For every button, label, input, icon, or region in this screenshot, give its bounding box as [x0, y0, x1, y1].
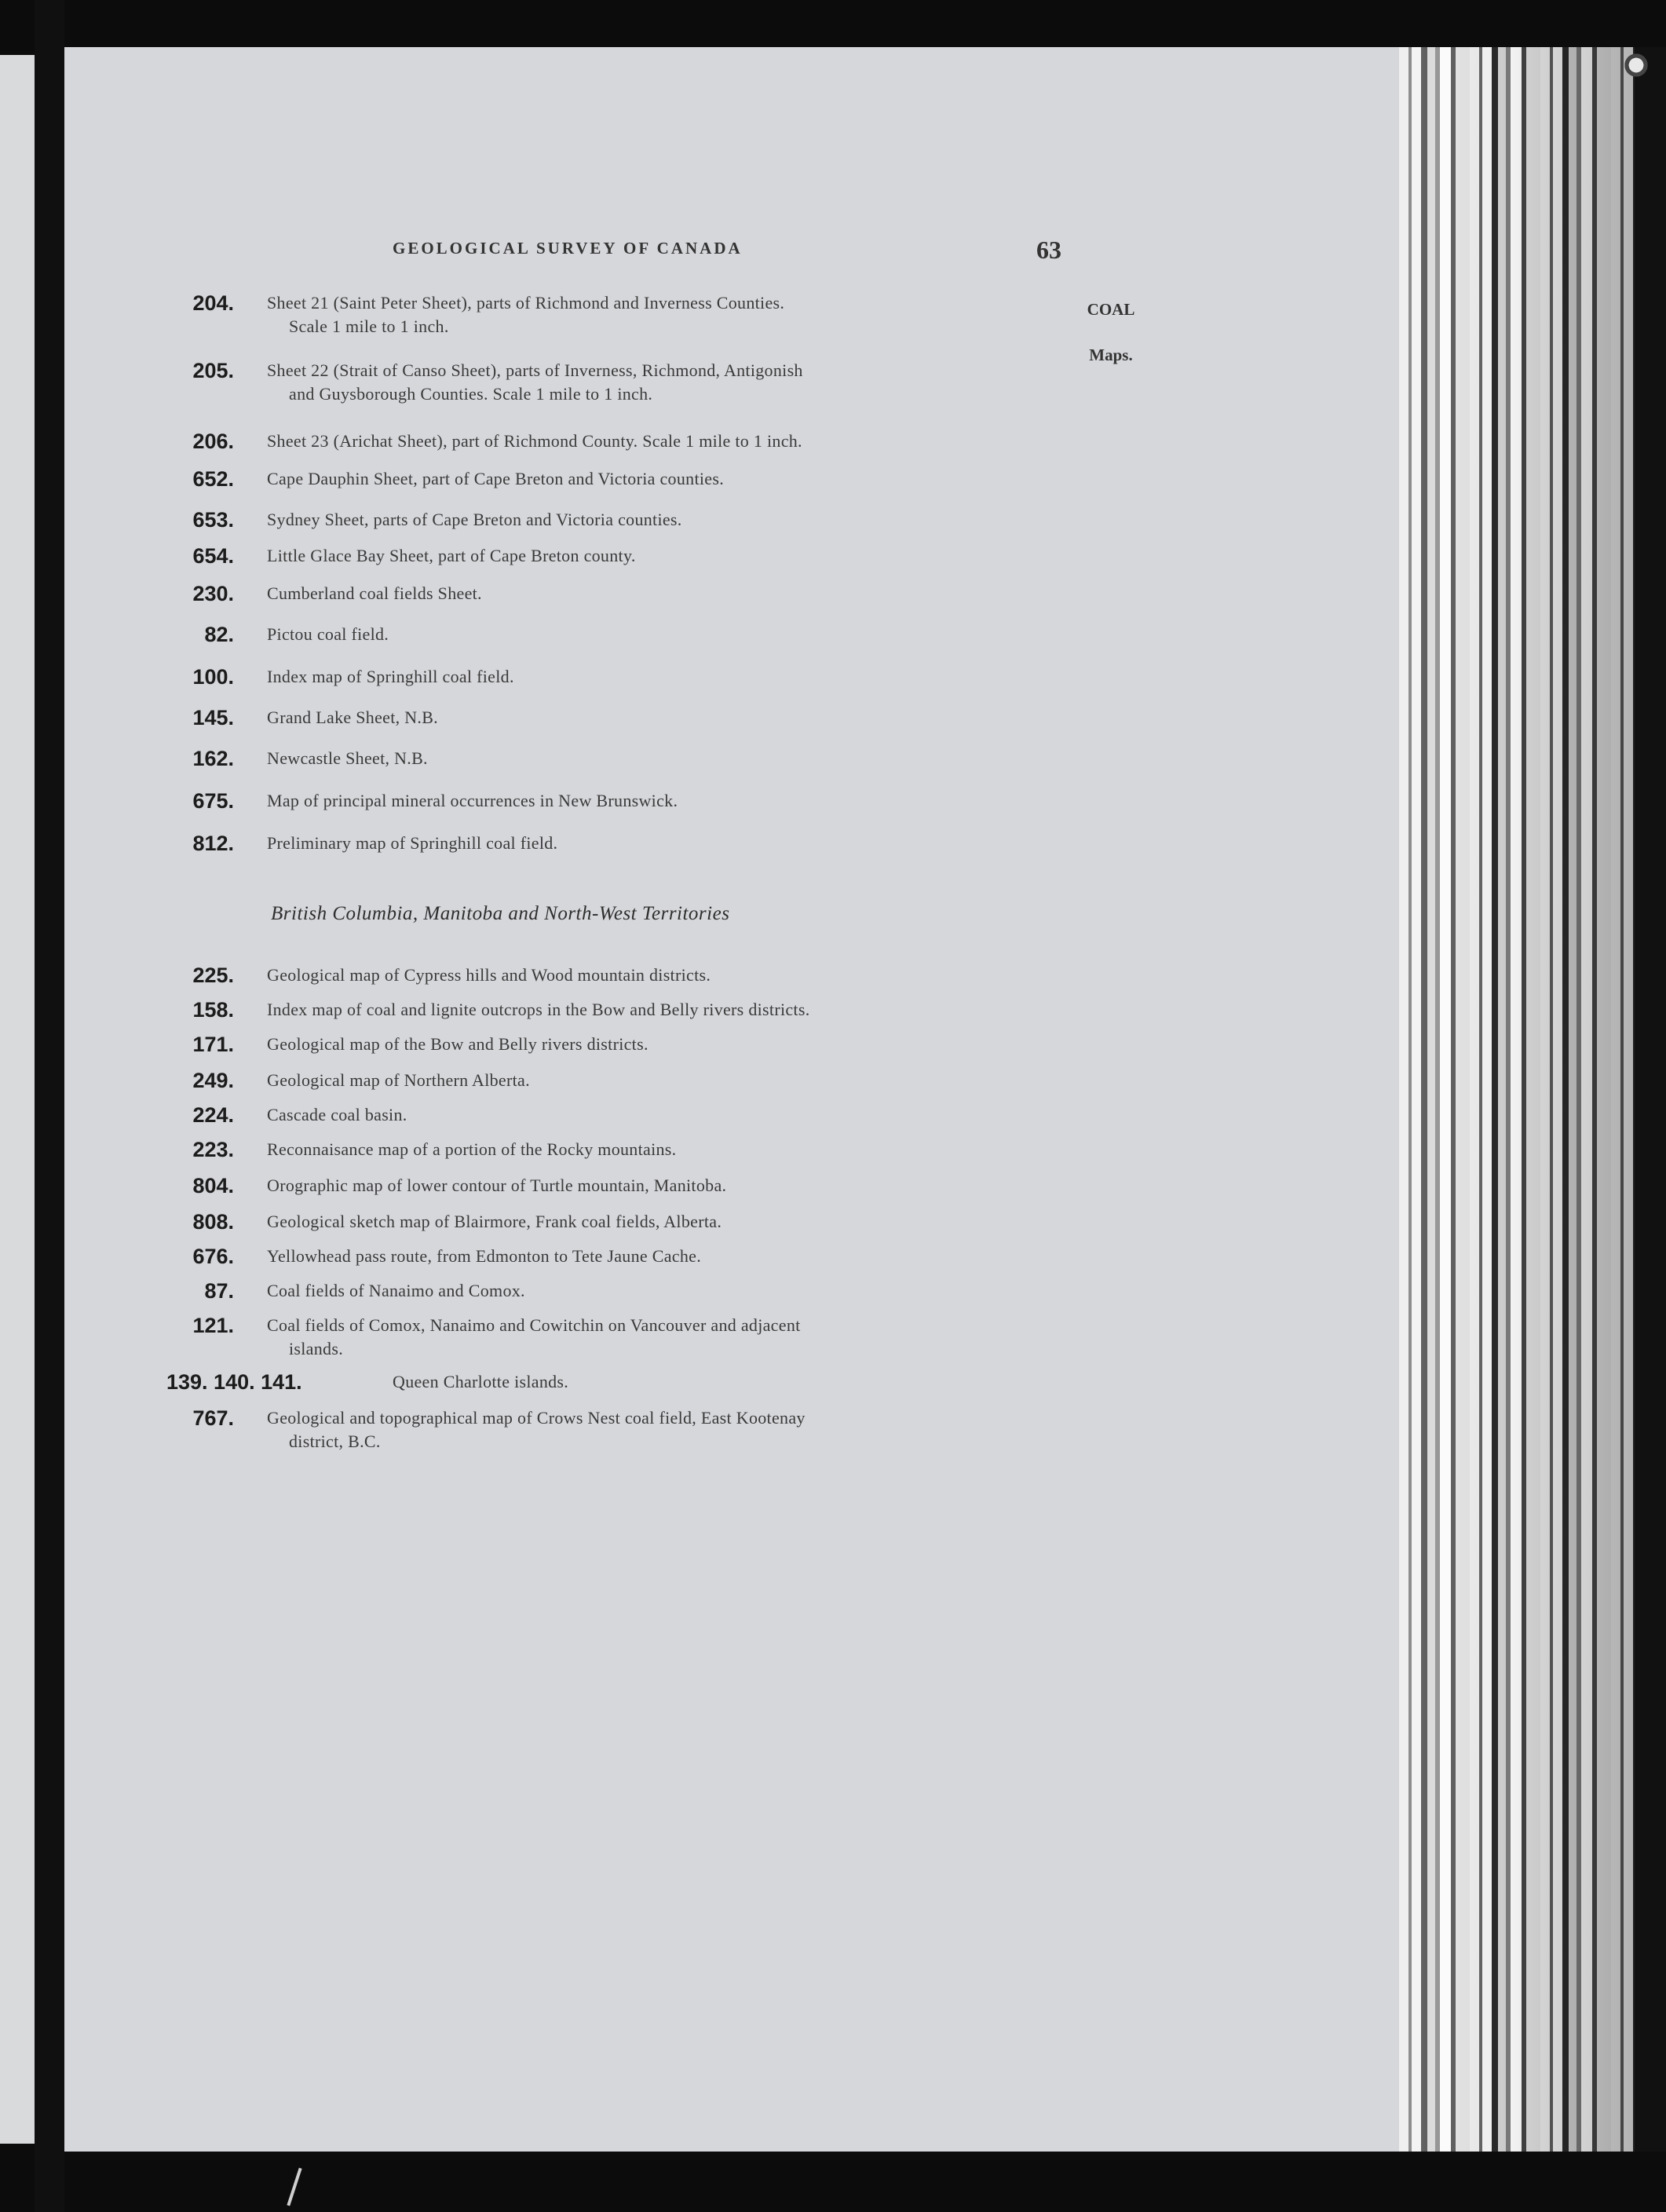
- page-number: 63: [1036, 236, 1061, 264]
- map-description: Sheet 21 (Saint Peter Sheet), parts of Richmond and Inverness Counties.: [267, 293, 785, 313]
- map-description: Newcastle Sheet, N.B.: [267, 748, 428, 768]
- map-number: 230.: [192, 582, 234, 605]
- page-edges-shading: [1399, 47, 1635, 2152]
- scan-border-right: [1635, 47, 1666, 2152]
- map-description: Geological and topographical map of Crows Nest coal field, East Kootenay: [267, 1408, 806, 1428]
- map-description-continued: islands.: [289, 1339, 344, 1358]
- map-description-continued: district, B.C.: [289, 1431, 381, 1451]
- map-number: 652.: [192, 467, 234, 491]
- map-description: Sheet 22 (Strait of Canso Sheet), parts of Inverness, Richmond, Antigonish: [267, 360, 803, 380]
- map-description: Queen Charlotte islands.: [393, 1372, 569, 1391]
- map-number: 82.: [204, 623, 234, 646]
- map-number: 204.: [192, 291, 234, 315]
- map-description: Coal fields of Nanaimo and Comox.: [267, 1281, 525, 1300]
- map-number: 812.: [192, 832, 234, 855]
- map-number: 249.: [192, 1069, 234, 1092]
- map-number: 87.: [204, 1279, 234, 1303]
- map-description: Sheet 23 (Arichat Sheet), part of Richmond County. Scale 1 mile to 1 inch.: [267, 431, 802, 451]
- map-description: Geological map of the Bow and Belly rivers districts.: [267, 1034, 648, 1054]
- running-header: GEOLOGICAL SURVEY OF CANADA: [393, 239, 743, 258]
- map-number: 225.: [192, 963, 234, 987]
- stray-scan-mark: [287, 2168, 301, 2207]
- map-number: 162.: [192, 747, 234, 770]
- map-description-continued: Scale 1 mile to 1 inch.: [289, 316, 449, 336]
- map-description: Geological map of Northern Alberta.: [267, 1070, 530, 1090]
- map-description-continued: and Guysborough Counties. Scale 1 mile to 1 inch.: [289, 384, 653, 404]
- map-description: Cape Dauphin Sheet, part of Cape Breton and Victoria counties.: [267, 469, 724, 488]
- map-description: Geological sketch map of Blairmore, Frank coal fields, Alberta.: [267, 1212, 722, 1231]
- map-description: Preliminary map of Springhill coal field.: [267, 833, 558, 853]
- map-description: Pictou coal field.: [267, 624, 389, 644]
- margin-note-maps: Maps.: [1089, 346, 1133, 364]
- binding-hole-mark: [1624, 49, 1649, 82]
- margin-note-coal: COAL: [1087, 300, 1135, 319]
- map-number: 100.: [192, 665, 234, 689]
- map-number: 767.: [192, 1406, 234, 1430]
- map-number: 121.: [192, 1314, 234, 1337]
- map-description: Cumberland coal fields Sheet.: [267, 583, 482, 603]
- map-number: 653.: [192, 508, 234, 532]
- map-number: 206.: [192, 430, 234, 453]
- map-number: 171.: [192, 1033, 234, 1056]
- gutter-shadow: [35, 0, 64, 2212]
- map-description: Yellowhead pass route, from Edmonton to Tete Jaune Cache.: [267, 1246, 702, 1266]
- map-number: 223.: [192, 1138, 234, 1161]
- map-number: 654.: [192, 544, 234, 568]
- map-description: Map of principal mineral occurrences in New Brunswick.: [267, 791, 678, 810]
- map-number: 139. 140. 141.: [166, 1370, 302, 1394]
- map-description: Coal fields of Comox, Nanaimo and Cowitchin on Vancouver and adjacent: [267, 1315, 801, 1335]
- map-number: 808.: [192, 1210, 234, 1234]
- map-number: 158.: [192, 998, 234, 1022]
- map-description: Geological map of Cypress hills and Wood mountain districts.: [267, 965, 711, 985]
- map-description: Grand Lake Sheet, N.B.: [267, 707, 438, 727]
- map-description: Index map of coal and lignite outcrops in the Bow and Belly rivers districts.: [267, 1000, 810, 1019]
- map-number: 205.: [192, 359, 234, 382]
- previous-page-edge: [0, 55, 35, 2144]
- section-heading: British Columbia, Manitoba and North-West Territories: [271, 903, 730, 924]
- map-number: 224.: [192, 1103, 234, 1127]
- map-description: Reconnaisance map of a portion of the Rocky mountains.: [267, 1139, 677, 1159]
- map-description: Orographic map of lower contour of Turtle mountain, Manitoba.: [267, 1175, 727, 1195]
- map-description: Sydney Sheet, parts of Cape Breton and Victoria counties.: [267, 510, 682, 529]
- map-number: 675.: [192, 789, 234, 813]
- map-description: Little Glace Bay Sheet, part of Cape Breton county.: [267, 546, 636, 565]
- map-description: Cascade coal basin.: [267, 1105, 407, 1124]
- map-number: 676.: [192, 1245, 234, 1268]
- map-number: 804.: [192, 1174, 234, 1197]
- map-number: 145.: [192, 706, 234, 729]
- map-description: Index map of Springhill coal field.: [267, 667, 514, 686]
